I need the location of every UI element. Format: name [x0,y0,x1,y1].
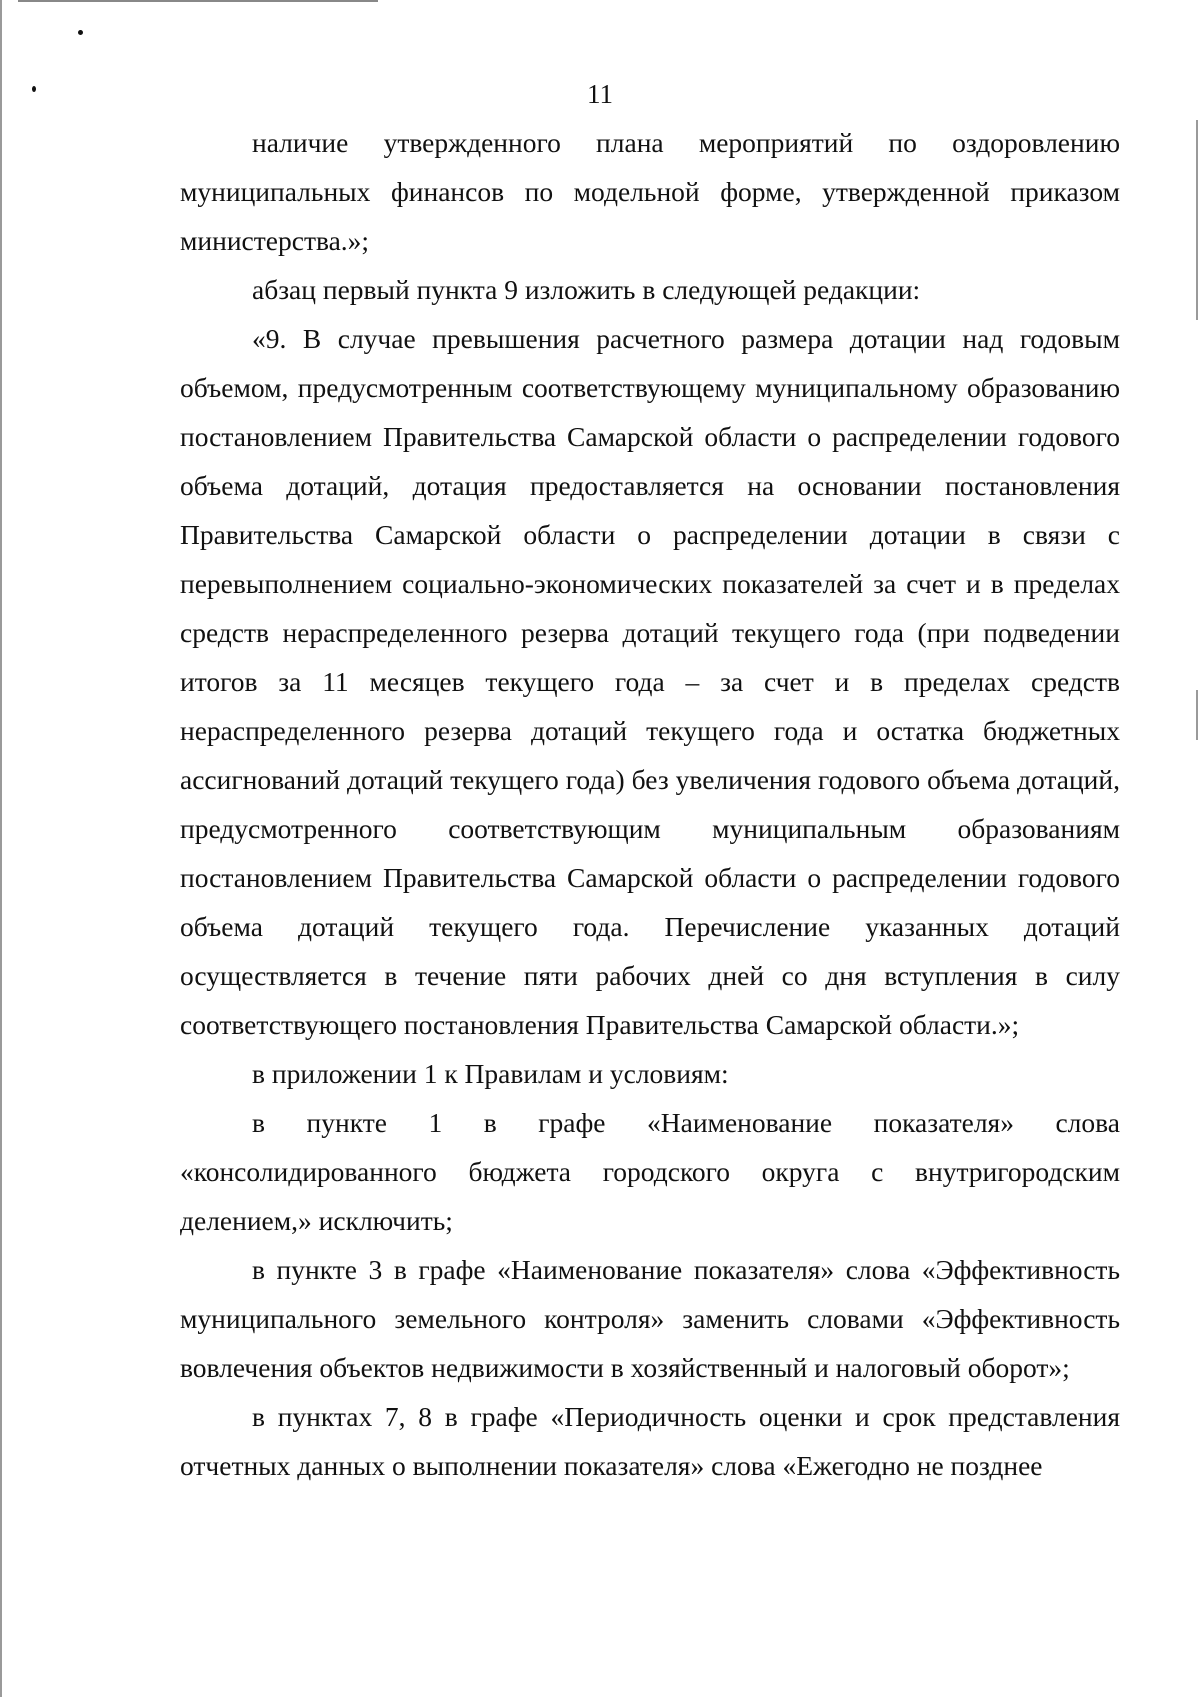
paragraph: в пункте 1 в графе «Наименование показателя» слова «консолидированного бюджета городского округа с внутригородским делением,» исключить; [180,1107,1120,1236]
page-number: 11 [587,79,613,109]
document-body [180,118,1120,1490]
paragraph: в пункте 3 в графе «Наименование показателя» слова «Эффективность муниципального земельного контроля» заменить словами «Эффективность вовлечения объектов недвижимости в хозяйственный и налоговый оборот»; [180,1254,1120,1383]
scan-right-edge-mark [1196,690,1198,740]
scan-top-edge-line [18,0,378,2]
paragraph: «9. В случае превышения расчетного размера дотации над годовым объемом, предусмотренным соответствующему муниципальному образованию постановлением Правительства Самарской области о распределении годового объема дотаций, дотация предоставляется на основании постановления Правительства Самарской области о распределении дотации в связи с перевыполнением социально-экономических показателей за счет и в пределах средств нераспределенного резерва дотаций текущего года (при подведении итогов за 11 месяцев текущего года – за счет и в пределах средств нераспределенного резерва дотаций текущего года и остатка бюджетных ассигнований дотаций текущего года) без увеличения годового объема дотаций, предусмотренного соответствующим муниципальным образованиям постановлением Правительства Самарской области о распределении годового объема дотаций текущего года. Перечисление указанных дотаций осуществляется в течение пяти рабочих дней со дня вступления в силу соответствующего постановления Правительства Самарской области.»; [180,323,1120,1040]
paragraph: в приложении 1 к Правилам и условиям: [252,1058,729,1089]
scan-right-edge-mark [1196,120,1198,320]
paragraph: наличие утвержденного плана мероприятий по оздоровлению муниципальных финансов по модельной форме, утвержденной приказом министерства.»; [180,127,1120,256]
scan-left-edge-line [0,0,2,1697]
paragraph: абзац первый пункта 9 изложить в следующей редакции: [252,274,921,305]
paragraph: в пунктах 7, 8 в графе «Периодичность оценки и срок представления отчетных данных о выполнении показателя» слова «Ежегодно не позднее [180,1401,1120,1481]
scan-speck [78,30,83,35]
